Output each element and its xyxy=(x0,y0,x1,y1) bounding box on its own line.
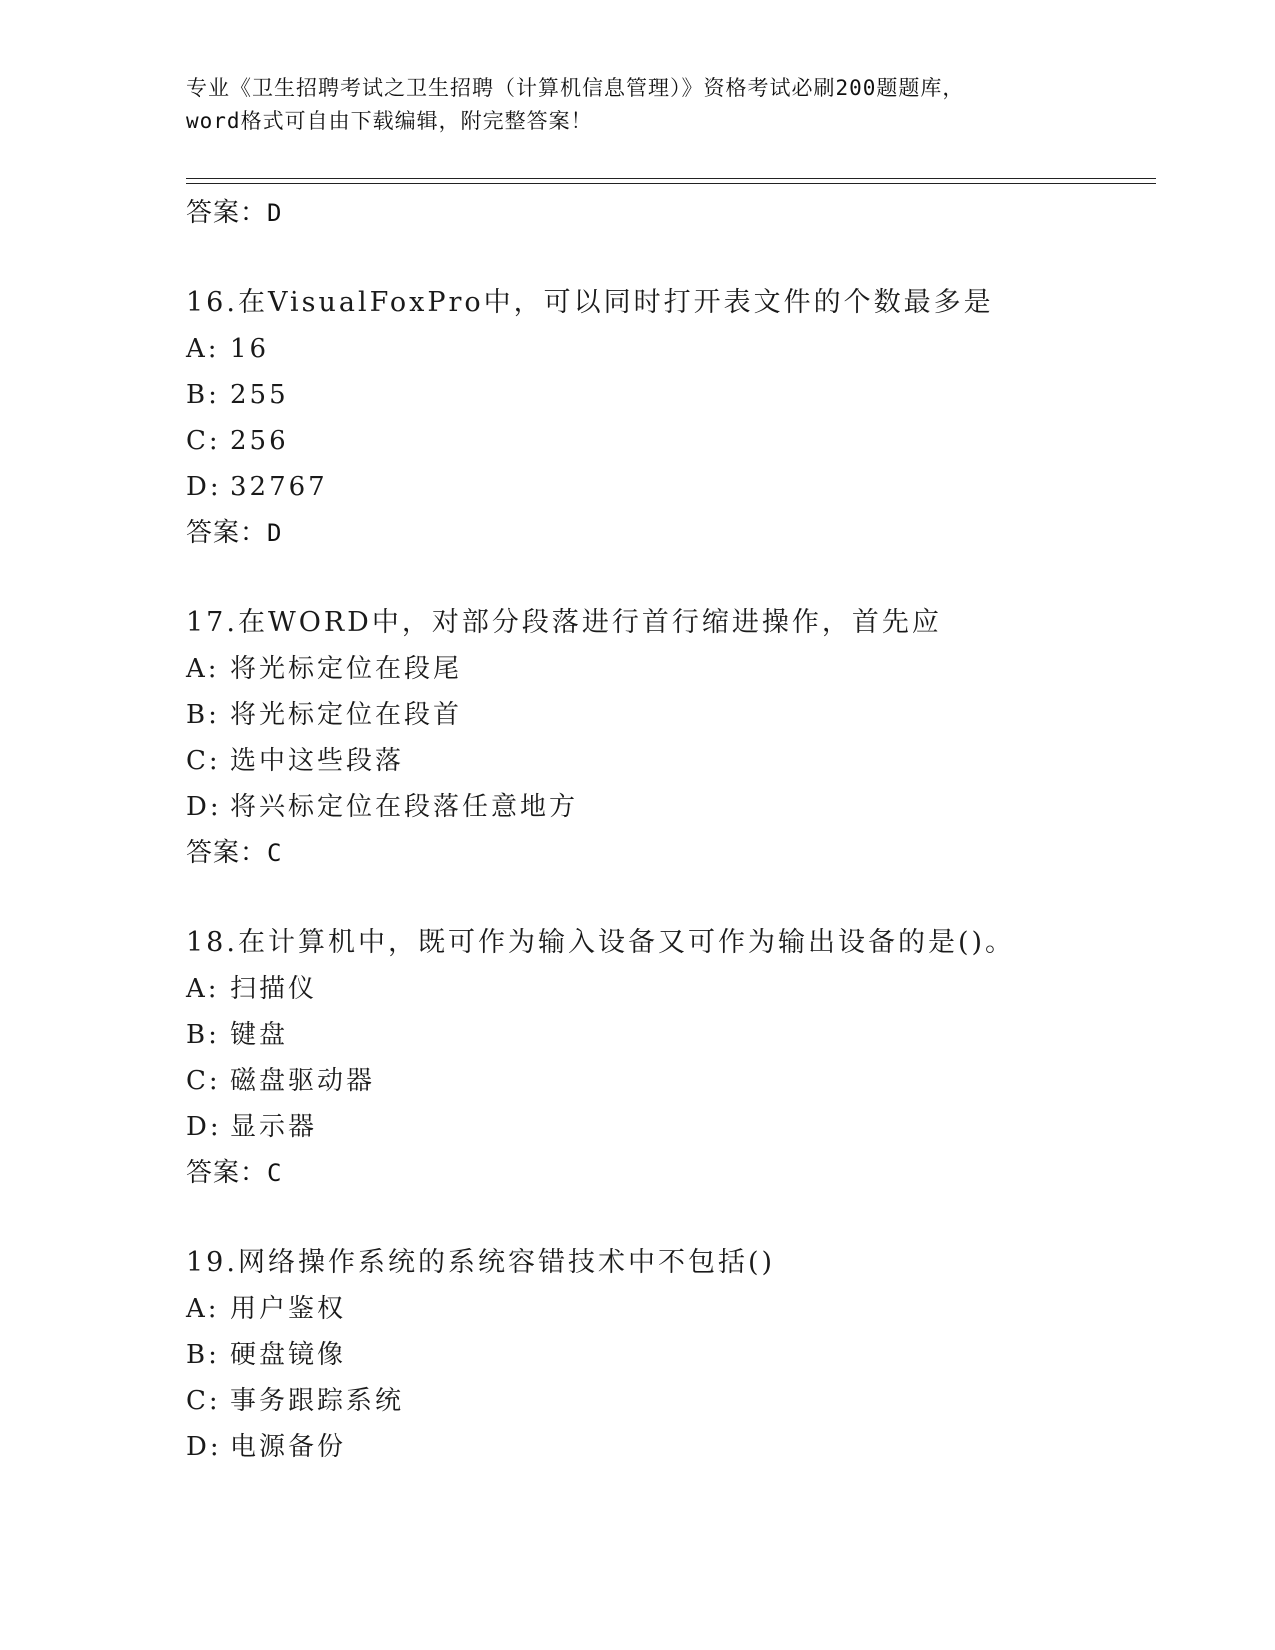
answer-label: 答案： xyxy=(186,1158,268,1188)
header-rule-top xyxy=(186,178,1156,179)
option-b xyxy=(186,692,1166,738)
option-letter: D: xyxy=(186,1112,222,1142)
option-letter: C: xyxy=(186,746,221,776)
document-header xyxy=(186,72,1086,138)
option-text: 选中这些段落 xyxy=(230,746,405,776)
option-letter: D: xyxy=(186,792,222,822)
answer-line xyxy=(186,830,1166,876)
header-line-2: word格式可自由下载编辑，附完整答案！ xyxy=(186,109,593,133)
option-text: 将光标定位在段尾 xyxy=(230,654,463,684)
option-letter: D: xyxy=(186,472,222,502)
option-letter: A: xyxy=(186,654,220,684)
questions-content xyxy=(186,190,1166,1470)
option-text: 256 xyxy=(230,426,289,456)
answer-value: C xyxy=(267,839,283,867)
question-number: 17. xyxy=(186,607,238,638)
option-d xyxy=(186,1424,1166,1470)
option-d xyxy=(186,464,1166,510)
answer-label: 答案： xyxy=(186,198,268,228)
header-line-1: 专业《卫生招聘考试之卫生招聘（计算机信息管理）》资格考试必刷200题题库， xyxy=(186,76,965,100)
question-text: 在计算机中，既可作为输入设备又可作为输出设备的是()。 xyxy=(237,927,1016,958)
option-text: 16 xyxy=(230,334,270,364)
answer-line xyxy=(186,1150,1166,1196)
option-a xyxy=(186,1286,1166,1332)
option-text: 事务跟踪系统 xyxy=(230,1386,405,1416)
answer-line xyxy=(186,510,1166,556)
question-text: 网络操作系统的系统容错技术中不包括() xyxy=(237,1247,776,1278)
option-letter: B: xyxy=(186,1020,220,1050)
question-17 xyxy=(186,600,1166,646)
question-19 xyxy=(186,1240,1166,1286)
answer-value: D xyxy=(267,199,283,227)
option-letter: A: xyxy=(186,334,220,364)
option-b xyxy=(186,1332,1166,1378)
question-number: 16. xyxy=(186,287,238,318)
question-number: 19. xyxy=(186,1247,238,1278)
option-b xyxy=(186,372,1166,418)
option-text: 255 xyxy=(230,380,289,410)
answer-label: 答案： xyxy=(186,518,268,548)
option-text: 键盘 xyxy=(230,1020,289,1050)
option-letter: C: xyxy=(186,426,221,456)
option-a xyxy=(186,646,1166,692)
option-letter: B: xyxy=(186,1340,220,1370)
option-text: 将光标定位在段首 xyxy=(230,700,463,730)
option-text: 显示器 xyxy=(230,1112,318,1142)
option-c xyxy=(186,418,1166,464)
spacer xyxy=(186,556,1166,600)
option-letter: D: xyxy=(186,1432,222,1462)
option-c xyxy=(186,1378,1166,1424)
answer-label: 答案： xyxy=(186,838,268,868)
spacer xyxy=(186,1196,1166,1240)
option-text: 扫描仪 xyxy=(230,974,318,1004)
answer-line xyxy=(186,190,1166,236)
question-number: 18. xyxy=(186,927,238,958)
option-letter: C: xyxy=(186,1386,221,1416)
spacer xyxy=(186,876,1166,920)
option-letter: A: xyxy=(186,974,220,1004)
spacer xyxy=(186,236,1166,280)
question-18 xyxy=(186,920,1166,966)
answer-value: C xyxy=(267,1159,283,1187)
option-text: 用户鉴权 xyxy=(230,1294,347,1324)
option-letter: B: xyxy=(186,700,220,730)
option-letter: A: xyxy=(186,1294,220,1324)
question-text: 在WORD中，对部分段落进行首行缩进操作，首先应 xyxy=(237,607,942,638)
option-text: 32767 xyxy=(230,472,328,502)
option-d xyxy=(186,784,1166,830)
option-letter: B: xyxy=(186,380,220,410)
option-text: 硬盘镜像 xyxy=(230,1340,347,1370)
option-d xyxy=(186,1104,1166,1150)
option-a xyxy=(186,966,1166,1012)
option-b xyxy=(186,1012,1166,1058)
question-16 xyxy=(186,280,1166,326)
option-c xyxy=(186,738,1166,784)
option-a xyxy=(186,326,1166,372)
answer-value: D xyxy=(267,519,283,547)
option-text: 磁盘驱动器 xyxy=(230,1066,376,1096)
question-text: 在VisualFoxPro中，可以同时打开表文件的个数最多是 xyxy=(237,287,994,318)
option-c xyxy=(186,1058,1166,1104)
option-text: 电源备份 xyxy=(230,1432,347,1462)
option-letter: C: xyxy=(186,1066,221,1096)
header-rule-bottom xyxy=(186,183,1156,184)
option-text: 将兴标定位在段落任意地方 xyxy=(230,792,579,822)
